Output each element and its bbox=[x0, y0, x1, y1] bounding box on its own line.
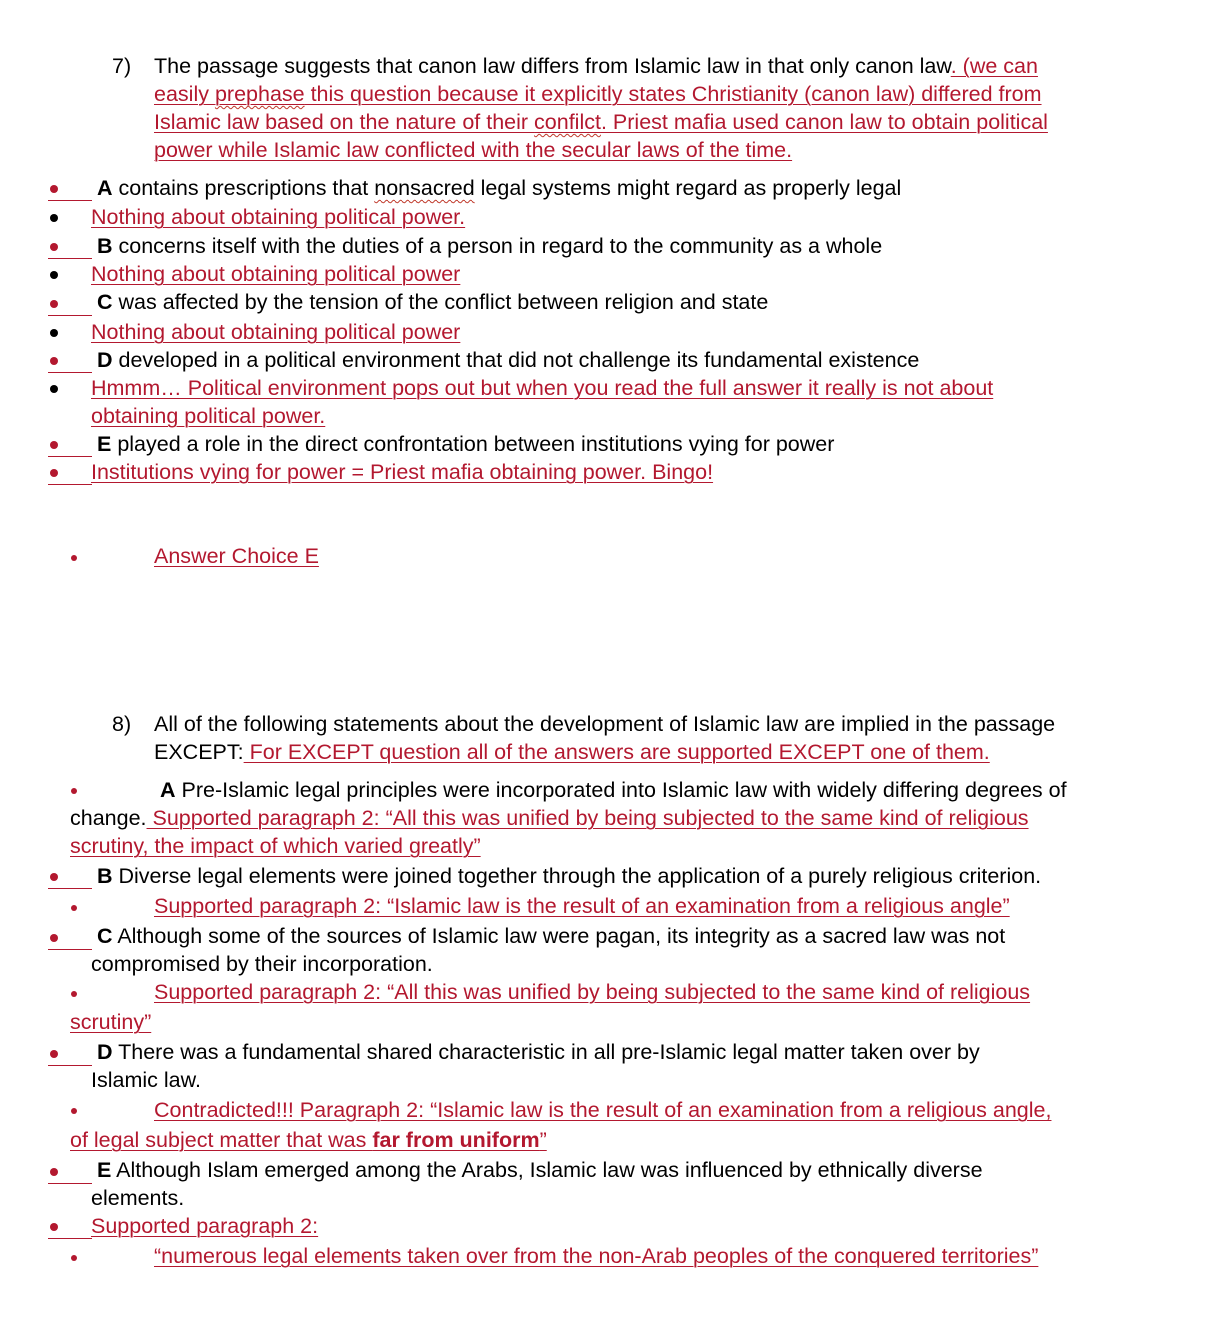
bullet-icon bbox=[50, 300, 58, 308]
bullet-icon bbox=[50, 1223, 58, 1231]
bullet-icon bbox=[50, 385, 58, 393]
bullet-icon bbox=[50, 214, 58, 222]
bullet-icon bbox=[71, 1108, 77, 1114]
option-text: contains prescriptions that bbox=[112, 176, 375, 200]
option-letter: E bbox=[97, 1158, 112, 1182]
q7-answer: Answer Choice E bbox=[154, 544, 319, 568]
bullet-icon bbox=[71, 991, 77, 997]
q7-note-confilct: confilct bbox=[534, 110, 601, 134]
q7-note-prephase: prephase bbox=[214, 82, 305, 106]
q7-number: 7) bbox=[112, 54, 132, 78]
bullet-icon bbox=[50, 441, 58, 449]
q8-option-c-note-line1: Supported paragraph 2: “All this was unified by being subjected to the same kind of religious bbox=[154, 980, 1031, 1004]
option-text: Although some of the sources of Islamic law were pagan, its integrity as a sacred law was not bbox=[112, 924, 1006, 948]
q7-option-c-note: Nothing about obtaining political power bbox=[91, 320, 461, 344]
option-text: Diverse legal elements were joined together through the application of a purely religious criterion. bbox=[112, 864, 1042, 888]
q7-option-b-note: Nothing about obtaining political power bbox=[91, 262, 461, 286]
q8-stem-line1: All of the following statements about the development of Islamic law are implied in the passage bbox=[154, 712, 1056, 736]
q8-option-e-line1 bbox=[97, 1156, 983, 1184]
option-letter: C bbox=[97, 924, 113, 948]
bullet-icon bbox=[71, 905, 77, 911]
q8-option-e-note-line1: Supported paragraph 2: bbox=[91, 1214, 319, 1238]
bullet-icon bbox=[50, 469, 58, 477]
option-letter: C bbox=[97, 290, 113, 314]
answer-blank bbox=[48, 372, 92, 373]
q8-stem-line2 bbox=[154, 738, 990, 766]
option-text: Although Islam emerged among the Arabs, Islamic law was influenced by ethnically diverse bbox=[111, 1158, 983, 1182]
option-letter: E bbox=[97, 432, 112, 456]
q7-option-e bbox=[97, 430, 834, 458]
option-letter: A bbox=[160, 778, 176, 802]
option-text-end: legal systems might regard as properly legal bbox=[474, 176, 902, 200]
q8-option-d-note-l2a: of legal subject matter that was bbox=[70, 1128, 373, 1152]
answer-blank bbox=[48, 1183, 92, 1184]
option-letter: B bbox=[97, 864, 113, 888]
option-text: developed in a political environment that did not challenge its fundamental existence bbox=[112, 348, 920, 372]
option-letter: B bbox=[97, 234, 113, 258]
q8-stem-except: EXCEPT: bbox=[154, 740, 244, 764]
answer-blank bbox=[48, 315, 92, 316]
answer-blank bbox=[48, 258, 92, 259]
bullet-icon bbox=[50, 329, 58, 337]
q7-note-l3b: . Priest mafia used canon law to obtain political bbox=[600, 110, 1048, 134]
bullet-icon bbox=[50, 271, 58, 279]
bullet-icon bbox=[50, 243, 58, 251]
q7-note-line4: power while Islamic law conflicted with the secular laws of the time. bbox=[154, 138, 793, 162]
q7-option-b bbox=[97, 232, 882, 260]
bullet-icon bbox=[71, 555, 77, 561]
q7-option-d bbox=[97, 346, 919, 374]
q8-option-c-note-line2: scrutiny” bbox=[70, 1010, 152, 1034]
q8-option-d-note-line2 bbox=[70, 1126, 547, 1154]
q7-stem-line1 bbox=[154, 52, 1038, 80]
q8-option-d-note-l2c: ” bbox=[539, 1128, 547, 1152]
bullet-icon bbox=[71, 788, 77, 794]
q8-option-d-line1 bbox=[97, 1038, 980, 1066]
q8-stem-note: For EXCEPT question all of the answers are supported EXCEPT one of them. bbox=[243, 740, 990, 764]
option-letter: D bbox=[97, 1040, 113, 1064]
option-letter: A bbox=[97, 176, 113, 200]
bullet-icon bbox=[50, 934, 58, 942]
q7-note-line3 bbox=[154, 108, 1048, 136]
option-letter: D bbox=[97, 348, 113, 372]
q8-number: 8) bbox=[112, 712, 132, 736]
answer-blank bbox=[48, 949, 92, 950]
q8-option-b-note: Supported paragraph 2: “Islamic law is the result of an examination from a religious angle” bbox=[154, 894, 1010, 918]
option-text: concerns itself with the duties of a person in regard to the community as a whole bbox=[112, 234, 883, 258]
bullet-icon bbox=[50, 873, 58, 881]
bullet-icon bbox=[50, 357, 58, 365]
q7-note-l2b: this question because it explicitly states Christianity (canon law) differed from bbox=[304, 82, 1042, 106]
bullet-icon bbox=[50, 185, 58, 193]
bullet-icon bbox=[50, 1168, 58, 1176]
q8-option-d-line2: Islamic law. bbox=[91, 1068, 201, 1092]
answer-blank bbox=[48, 1238, 92, 1239]
q7-option-d-note-line2: obtaining political power. bbox=[91, 404, 326, 428]
q8-option-a-line2 bbox=[70, 804, 1029, 832]
option-text: Pre-Islamic legal principles were incorporated into Islamic law with widely differing degrees of bbox=[175, 778, 1067, 802]
q8-option-b bbox=[97, 862, 1041, 890]
bullet-icon bbox=[50, 1050, 58, 1058]
q8-option-c-line1 bbox=[97, 922, 1005, 950]
q8-option-e-note-line2: “numerous legal elements taken over from the non-Arab peoples of the conquered territories” bbox=[154, 1244, 1039, 1268]
option-text-end: change. bbox=[70, 806, 147, 830]
q7-option-e-note: Institutions vying for power = Priest mafia obtaining power. Bingo! bbox=[91, 460, 714, 484]
q7-note-start: . (we can bbox=[950, 54, 1038, 78]
answer-blank bbox=[48, 200, 92, 201]
option-text: There was a fundamental shared characteristic in all pre-Islamic legal matter taken over by bbox=[112, 1040, 980, 1064]
q8-option-a-note-line1: Supported paragraph 2: “All this was unified by being subjected to the same kind of religious bbox=[146, 806, 1029, 830]
q8-option-a-line1 bbox=[160, 776, 1067, 804]
q7-option-a bbox=[97, 174, 901, 202]
q7-stem: The passage suggests that canon law differs from Islamic law in that only canon law bbox=[154, 54, 951, 78]
q8-option-a-note-line2: scrutiny, the impact of which varied greatly” bbox=[70, 834, 481, 858]
q7-option-a-note: Nothing about obtaining political power. bbox=[91, 205, 466, 229]
option-text: was affected by the tension of the conflict between religion and state bbox=[112, 290, 769, 314]
q8-option-d-note-bold: far from uniform bbox=[372, 1128, 540, 1152]
q7-note-l2a: easily bbox=[154, 82, 215, 106]
option-text: played a role in the direct confrontation between institutions vying for power bbox=[111, 432, 835, 456]
q8-option-c-line2: compromised by their incorporation. bbox=[91, 952, 433, 976]
q7-note-l3a: Islamic law based on the nature of their bbox=[154, 110, 535, 134]
q8-option-d-note-line1: Contradicted!!! Paragraph 2: “Islamic law is the result of an examination from a religious angle, bbox=[154, 1098, 1052, 1122]
q7-option-c bbox=[97, 288, 768, 316]
q7-option-d-note-line1: Hmmm… Political environment pops out but when you read the full answer it really is not about bbox=[91, 376, 994, 400]
answer-blank bbox=[48, 484, 92, 485]
answer-blank bbox=[48, 888, 92, 889]
q8-option-e-line2: elements. bbox=[91, 1186, 185, 1210]
q7-note-line2 bbox=[154, 80, 1042, 108]
option-misspelled-word: nonsacred bbox=[374, 176, 475, 200]
bullet-icon bbox=[71, 1255, 77, 1261]
answer-blank bbox=[48, 456, 92, 457]
answer-blank bbox=[48, 1065, 92, 1066]
